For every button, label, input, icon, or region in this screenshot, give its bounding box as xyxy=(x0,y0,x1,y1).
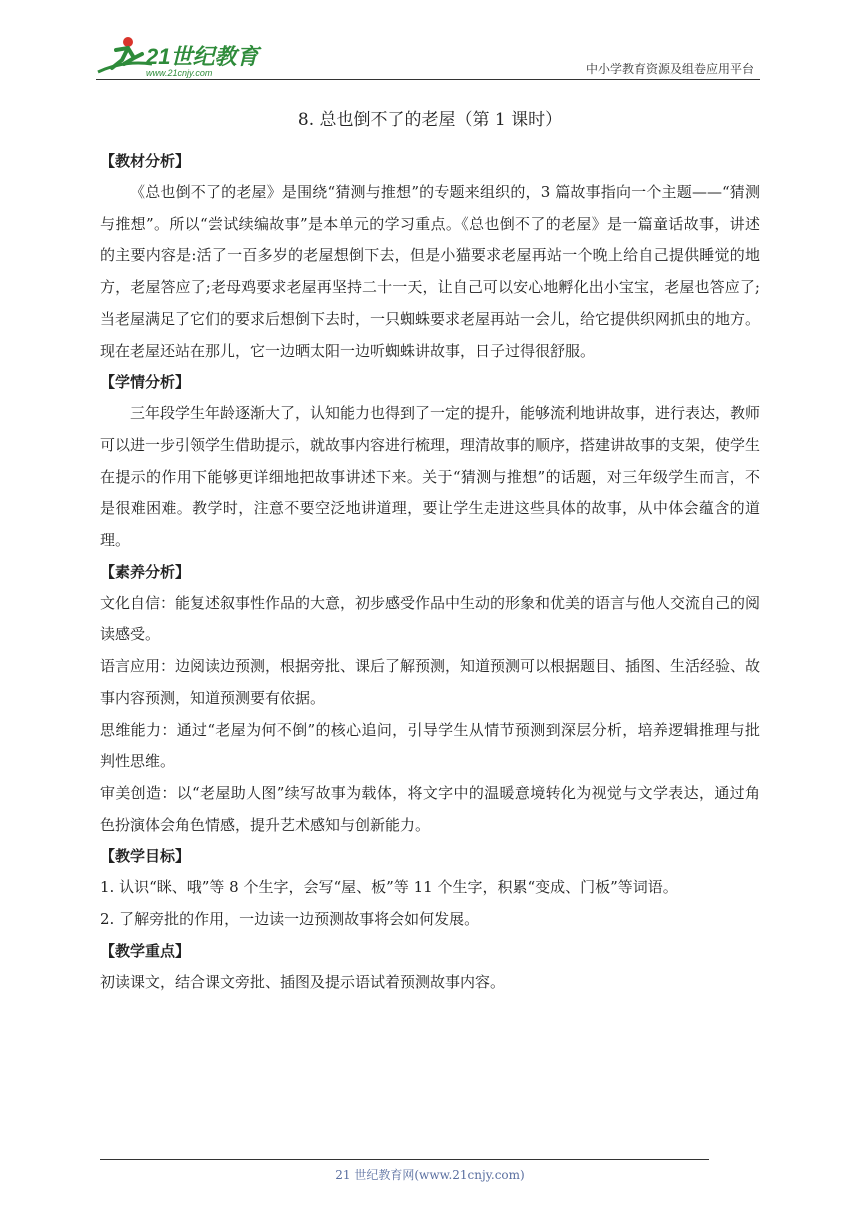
paragraph: 三年段学生年龄逐渐大了，认知能力也得到了一定的提升，能够流利地讲故事，进行表达，教师可以进一步引领学生借助提示，就故事内容进行梳理，理清故事的顺序，搭建讲故事的支架，使学生在提示的作用下能够更详细地把故事讲述下来。关于“猜测与推想”的话题，对三年级学生而言，不是很难困难。教学时，注意不要空泛地讲道理，要让学生走进这些具体的故事，从中体会蕴含的道理。 xyxy=(100,404,761,550)
paragraph: 《总也倒不了的老屋》是围绕“猜测与推想”的专题来组织的，3 篇故事指向一个主题——“猜测与推想”。所以“尝试续编故事”是本单元的学习重点。《总也倒不了的老屋》是一篇童话故事，讲述的主要内容是:活了一百多岁的老屋想倒下去，但是小猫要求老屋再站一个晚上给自己提供睡觉的地方，老屋答应了;老母鸡要求老屋再坚持二十一天，让自己可以安心地孵化出小宝宝，老屋也答应了;当老屋满足了它们的要求后想倒下去时，一只蜘蛛要求老屋再站一会儿，给它提供织网抓虫的地方。现在老屋还站在那儿，它一边晒太阳一边听蜘蛛讲故事，日子过得很舒服。 xyxy=(100,183,761,360)
section-heading: 【教学重点】 xyxy=(100,941,191,960)
footer-text: 21 世纪教育网(www.21cnjy.com) xyxy=(335,1168,525,1182)
runner-logo-icon xyxy=(94,34,264,82)
header-tagline: 中小学教育资源及组卷应用平台 xyxy=(585,62,754,76)
paragraph: 审美创造：以“老屋助人图”续写故事为载体，将文字中的温暖意境转化为视觉与文学表达，通过角色扮演体会角色情感，提升艺术感知与创新能力。 xyxy=(100,783,760,834)
document-title: 8. 总也倒不了的老屋（第 1 课时） xyxy=(297,110,563,130)
paragraph: 1. 认识“眯、哦”等 8 个生字，会写“屋、板”等 11 个生字，积累“变成、门板”等词语。 xyxy=(100,878,678,897)
paragraph: 文化自信：能复述叙事性作品的大意，初步感受作品中生动的形象和优美的语言与他人交流自己的阅读感受。 xyxy=(100,593,761,644)
logo-url: www.21cnjy.com xyxy=(146,68,213,78)
section-heading: 【学情分析】 xyxy=(100,373,191,392)
logo-text: 21世纪教育 xyxy=(146,44,259,69)
site-logo xyxy=(94,34,264,82)
section-heading: 【素养分析】 xyxy=(100,562,191,581)
paragraph: 初读课文，结合课文旁批、插图及提示语试着预测故事内容。 xyxy=(100,972,506,991)
section-heading: 【教材分析】 xyxy=(100,152,191,170)
paragraph: 2. 了解旁批的作用，一边读一边预测故事将会如何发展。 xyxy=(100,910,480,929)
document-body xyxy=(100,104,760,998)
paragraph: 思维能力：通过“老屋为何不倒”的核心追问，引导学生从情节预测到深层分析，培养逻辑推理与批判性思维。 xyxy=(100,720,760,771)
sections xyxy=(100,146,760,998)
header-divider xyxy=(96,79,760,80)
footer-divider xyxy=(100,1159,709,1160)
paragraph: 语言应用：边阅读边预测，根据旁批、课后了解预测，知道预测可以根据题目、插图、生活经验、故事内容预测，知道预测要有依据。 xyxy=(100,657,761,707)
section-heading: 【教学目标】 xyxy=(100,847,191,866)
